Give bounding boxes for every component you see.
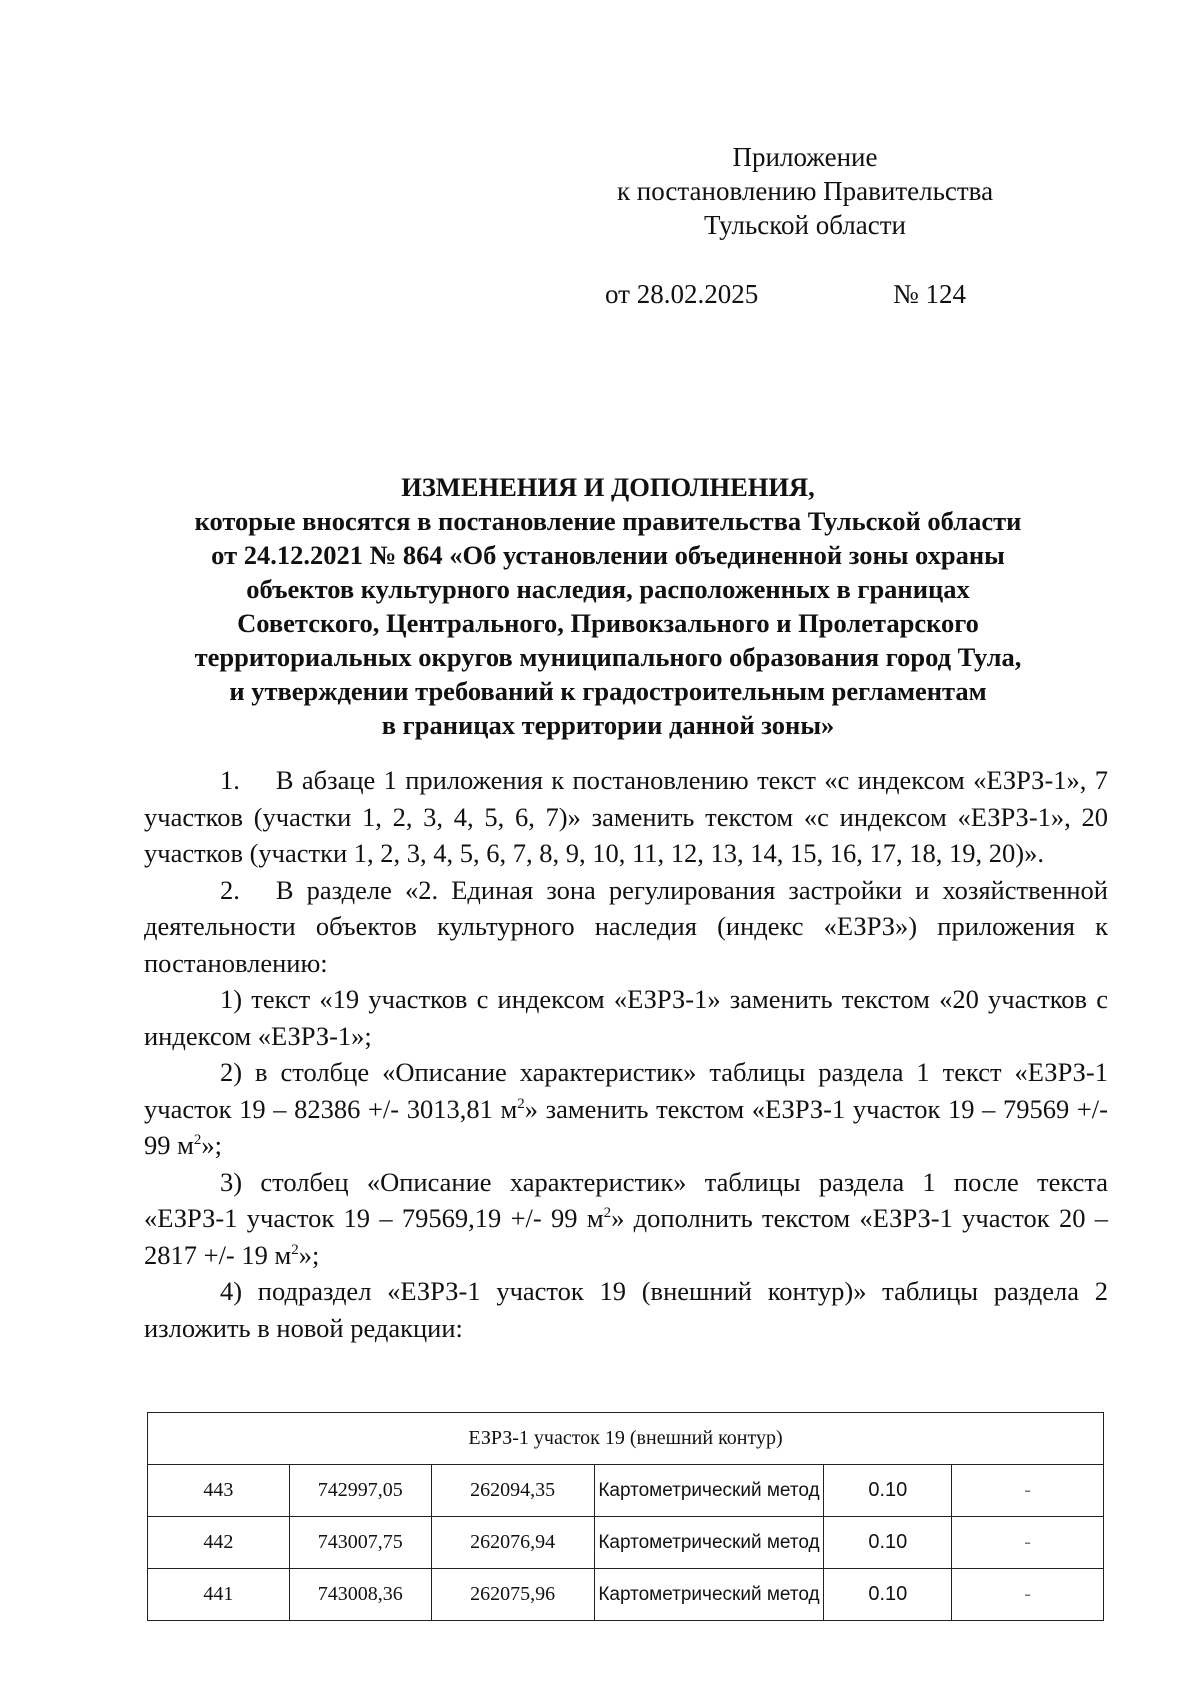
paragraph-2-3 (144, 1164, 1108, 1274)
point-number-cell: 442 (148, 1517, 290, 1569)
x-coordinate-cell: 743007,75 (289, 1517, 431, 1569)
point-number-cell: 441 (148, 1569, 290, 1621)
title-line-2: которые вносятся в постановление правительства Тульской области (194, 506, 1022, 536)
superscript-squared: 2 (291, 1241, 299, 1258)
superscript-squared: 2 (517, 1095, 525, 1112)
coordinates-table (147, 1412, 1104, 1621)
note-cell: - (952, 1465, 1104, 1517)
paragraph-2-text: В разделе «2. Единая зона регулирования застройки и хозяйственной деятельности объектов культурного наследия (индекс «ЕЗРЗ») приложения к постановлению: (144, 874, 1108, 978)
method-cell: Картометрический метод (594, 1465, 824, 1517)
method-cell: Картометрический метод (594, 1517, 824, 1569)
decree-date: от 28.02.2025 (605, 279, 759, 309)
accuracy-cell: 0.10 (824, 1465, 952, 1517)
point-number-cell: 443 (148, 1465, 290, 1517)
paragraph-2-number: 2. (220, 874, 240, 905)
document-title (140, 470, 1076, 742)
paragraph-2-1-text: 1) текст «19 участков с индексом «ЕЗРЗ-1» заменить текстом «20 участков с индексом «ЕЗРЗ-1»; (144, 984, 1108, 1051)
appendix-line-3: Тульской области (704, 210, 906, 240)
superscript-squared: 2 (603, 1205, 612, 1222)
accuracy-cell: 0.10 (824, 1517, 952, 1569)
paragraph-2-3-part-c: »; (298, 1239, 320, 1270)
paragraph-2-3-part-b: » дополнить текстом «ЕЗРЗ-1 участок 20 – 2817 +/- 19 м (144, 1203, 1109, 1270)
title-line-3: от 24.12.2021 № 864 «Об установлении объединенной зоны охраны (211, 540, 1005, 570)
method-cell: Картометрический метод (594, 1569, 824, 1621)
title-line-4: объектов культурного наследия, расположенных в границах (246, 574, 970, 604)
paragraph-2-2 (144, 1054, 1108, 1164)
accuracy-cell: 0.10 (824, 1569, 952, 1621)
paragraph-2-1 (144, 981, 1108, 1054)
paragraph-2-2-part-a: 2) в столбце «Описание характеристик» таблицы раздела 1 текст «ЕЗРЗ-1 участок 19 – 82386 +/- 3013,81 м (144, 1057, 1108, 1124)
y-coordinate-cell: 262075,96 (431, 1569, 594, 1621)
superscript-squared: 2 (193, 1132, 202, 1149)
paragraph-2-4-text: 4) подраздел «ЕЗРЗ-1 участок 19 (внешний контур)» таблицы раздела 2 изложить в новой редакции: (144, 1276, 1108, 1343)
note-cell: - (952, 1517, 1104, 1569)
paragraph-2-3-part-a: 3) столбец «Описание характеристик» таблицы раздела 1 после текста «ЕЗРЗ-1 участок 19 – 79569,19 +/- 99 м (144, 1166, 1108, 1233)
title-line-1: ИЗМЕНЕНИЯ И ДОПОЛНЕНИЯ, (401, 472, 815, 502)
paragraph-2 (144, 872, 1108, 982)
document-body (144, 762, 1108, 1346)
decree-number: № 124 (893, 279, 967, 309)
appendix-line-2: к постановлению Правительства (616, 176, 994, 206)
paragraph-1 (144, 762, 1108, 872)
table-row (148, 1465, 1104, 1517)
y-coordinate-cell: 262076,94 (431, 1517, 594, 1569)
paragraph-2-4 (144, 1273, 1108, 1346)
x-coordinate-cell: 742997,05 (289, 1465, 431, 1517)
paragraph-2-2-part-b: » заменить текстом «ЕЗРЗ-1 участок 19 – 79569 +/- 99 м (144, 1093, 1108, 1160)
title-line-7: и утверждении требований к градостроительным регламентам (229, 676, 987, 706)
title-line-5: Советского, Центрального, Привокзального и Пролетарского (237, 608, 979, 638)
table-header-row (148, 1413, 1104, 1465)
table-row (148, 1517, 1104, 1569)
paragraph-1-text: В абзаце 1 приложения к постановлению текст «с индексом «ЕЗРЗ-1», 7 участков (участки 1, 2, 3, 4, 5, 6, 7)» заменить текстом «с индексом «ЕЗРЗ-1», 20 участков (участки 1, 2, 3, 4, 5, 6, 7, 8, 9, 10, 11, 12, 13, 14, 15, 16, 17, 18, 19, 20)». (144, 765, 1108, 868)
appendix-header (590, 140, 1020, 242)
paragraph-1-number: 1. (220, 765, 240, 795)
table-row (148, 1569, 1104, 1621)
x-coordinate-cell: 743008,36 (289, 1569, 431, 1621)
y-coordinate-cell: 262094,35 (431, 1465, 594, 1517)
paragraph-2-2-part-c: »; (201, 1130, 223, 1160)
title-line-6: территориальных округов муниципального образования город Тула, (194, 642, 1022, 672)
table-header-cell: ЕЗРЗ-1 участок 19 (внешний контур) (148, 1413, 1104, 1465)
note-cell: - (952, 1569, 1104, 1621)
title-line-8: в границах территории данной зоны» (381, 710, 835, 740)
appendix-line-1: Приложение (732, 142, 878, 172)
